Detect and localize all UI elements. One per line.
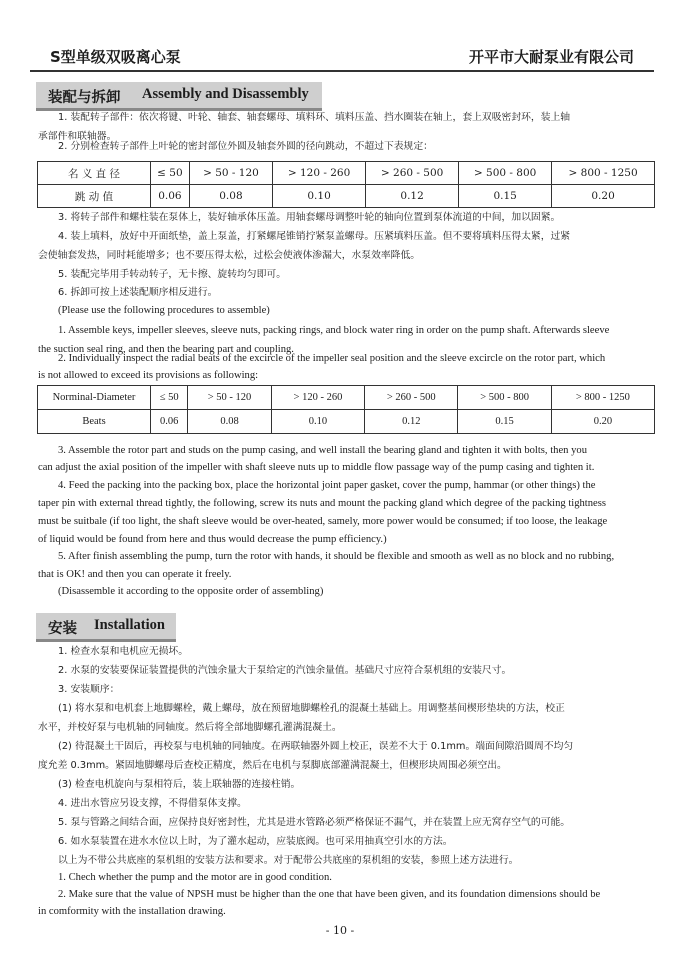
assembly-cn-line: 1. 装配转子部件：依次将键、叶轮、轴套、轴套螺母、填料环、填料压盖、挡水圈装在轴上，套上双吸密封环，装上轴 [58, 112, 571, 123]
assembly-en-line: taper pin with external thread tightly, the following, screw its nuts and mount the packing gland which degree of the packing tightness [38, 498, 606, 509]
table-cell: 0.20 [552, 185, 655, 208]
table-cell: > 120 - 260 [273, 162, 366, 185]
table-cell: ≤ 50 [151, 386, 188, 410]
table-cell: ≤ 50 [151, 162, 190, 185]
page-number: - 10 - [325, 924, 355, 937]
assembly-en-line: of liquid would be found from here and thus would decrease the pump efficiency.) [38, 534, 387, 545]
installation-heading-cn: 安装 [48, 621, 77, 637]
installation-heading-en: Installation [94, 617, 165, 633]
installation-cn-line: (1) 将水泵和电机套上地脚螺栓，戴上螺母，放在预留地脚螺栓孔的混凝土基础上。用调整基间楔形垫块的方法，校正 [58, 703, 565, 714]
table-row [38, 185, 655, 208]
table-cell: > 120 - 260 [271, 386, 364, 410]
assembly-en-line: 2. Individually inspect the radial beats of the excircle of the impeller seal position and the sleeve excircle on the rotor part, which [58, 353, 606, 364]
installation-en-line: in comformity with the installation drawing. [38, 906, 226, 917]
assembly-section-heading [36, 82, 322, 111]
installation-cn-line: 水平，并校好泵与电机轴的同轴度。然后将全部地脚螺孔灌满混凝土。 [38, 722, 342, 733]
runout-table-cn [37, 161, 655, 208]
table-cell: 名 义 直 径 [38, 162, 151, 185]
assembly-en-line: the suction seal ring, and then the bearing part and coupling. [38, 344, 294, 355]
table-row [38, 386, 655, 410]
installation-cn-line: (3) 检查电机旋向与泵相符后，装上联轴器的连接柱销。 [58, 779, 301, 790]
table-cell: 0.12 [366, 185, 459, 208]
assembly-cn-line: 承部件和联轴器。 [38, 131, 117, 142]
table-cell: 0.15 [458, 410, 551, 434]
table-cell: 0.08 [189, 185, 272, 208]
table-row [38, 162, 655, 185]
assembly-en-line: that is OK! and then you can operate it freely. [38, 569, 232, 580]
table-cell: > 260 - 500 [366, 162, 459, 185]
runout-table-en [37, 385, 655, 434]
table-cell: Beats [38, 410, 151, 434]
assembly-en-line: (Please use the following procedures to assemble) [58, 305, 270, 316]
installation-section-heading [36, 613, 176, 642]
installation-cn-line: 3. 安装顺序： [58, 684, 120, 695]
table-cell: > 800 - 1250 [552, 162, 655, 185]
assembly-en-line: can adjust the axial position of the impeller with shaft sleeve nuts up to middle flow passage way of the pump casing and tighten it. [38, 462, 595, 473]
assembly-en-line: is not allowed to exceed its provisions as following: [38, 370, 259, 381]
assembly-cn-line: 会使轴套发热，同时耗能增多；也不要压得太松，过松会使液体渗漏大，水泵效率降低。 [38, 250, 421, 261]
installation-cn-line: 4. 进出水管应另设支撑，不得借泵体支撑。 [58, 798, 247, 809]
table-cell: > 500 - 800 [458, 386, 551, 410]
table-cell: 0.15 [459, 185, 552, 208]
assembly-en-line: (Disassemble it according to the opposite order of assembling) [58, 586, 324, 597]
table-cell: 0.06 [151, 410, 188, 434]
installation-cn-line: 1. 检查水泵和电机应无损坏。 [58, 646, 189, 657]
table-cell: 跳 动 值 [38, 185, 151, 208]
table-cell: 0.06 [151, 185, 190, 208]
assembly-cn-line: 6. 拆卸可按上述装配顺序相反进行。 [58, 287, 218, 298]
assembly-cn-line: 5. 装配完毕用手转动转子，无卡擦、旋转均匀即可。 [58, 269, 286, 280]
installation-cn-line: 6. 如水泵装置在进水水位以上时，为了灌水起动，应装底阀。也可采用抽真空引水的方法。 [58, 836, 453, 847]
installation-en-line: 2. Make sure that the value of NPSH must be higher than the one that have been given, and its foundation dimensions should be [58, 889, 601, 900]
assembly-en-line: 4. Feed the packing into the packing box, place the horizontal joint paper gasket, cover the pump, hammar (or other things) the [58, 480, 596, 491]
assembly-heading-cn: 装配与拆卸 [48, 90, 121, 106]
installation-cn-line: (2) 待混凝土干固后，再校泵与电机轴的同轴度。在两联轴器外圆上校正，误差不大于 0.1mm。端面间隙沿圆周不均匀 [58, 741, 574, 752]
table-cell: > 800 - 1250 [551, 386, 654, 410]
table-row [38, 410, 655, 434]
assembly-en-line: must be suitbale (if too light, the shaft sleeve would be over-heated, samely, more power would be consumed; if too loose, the leakage [38, 516, 608, 527]
header-company-name: 开平市大耐泵业有限公司 [468, 48, 634, 66]
assembly-cn-line: 2. 分别检查转子部件上叶轮的密封部位外圆及轴套外圆的径向跳动，不超过下表规定： [58, 141, 433, 152]
assembly-cn-line: 3. 将转子部件和螺柱装在泵体上，装好轴承体压盖。用轴套螺母调整叶轮的轴向位置到泵体流道的中间，加以固紧。 [58, 212, 561, 223]
table-cell: 0.12 [365, 410, 458, 434]
table-cell: 0.10 [271, 410, 364, 434]
assembly-heading-en: Assembly and Disassembly [142, 86, 309, 102]
page-header [30, 30, 654, 72]
table-cell: 0.20 [551, 410, 654, 434]
assembly-en-line: 3. Assemble the rotor part and studs on the pump casing, and well install the bearing gland and tighten it with bolts, then you [58, 445, 588, 456]
assembly-en-line: 5. After finish assembling the pump, turn the rotor with hands, it should be flexible and smooth as well as no block and no rubbing, [58, 551, 615, 562]
table-cell: Norminal-Diameter [38, 386, 151, 410]
installation-cn-line: 5. 泵与管路之间结合面，应保持良好密封性，尤其是进水管路必须严格保证不漏气，并在装置上应无窝存空气的可能。 [58, 817, 571, 828]
table-cell: > 260 - 500 [365, 386, 458, 410]
table-cell: 0.10 [273, 185, 366, 208]
table-cell: > 50 - 120 [189, 162, 272, 185]
table-cell: > 500 - 800 [459, 162, 552, 185]
installation-en-line: 1. Chech whether the pump and the motor are in good condition. [58, 872, 332, 883]
table-cell: 0.08 [188, 410, 272, 434]
installation-cn-line: 2. 水泵的安装要保证装置提供的汽蚀余量大于泵给定的汽蚀余量值。基础尺寸应符合泵机组的安装尺寸。 [58, 665, 512, 676]
table-cell: > 50 - 120 [188, 386, 272, 410]
header-product-title: S型单级双吸离心泵 [50, 48, 181, 66]
assembly-cn-line: 4. 装上填料，放好中开面纸垫，盖上泵盖，打紧螺尾锥销拧紧泵盖螺母。压紧填料压盖。但不要将填料压得太紧，过紧 [58, 231, 571, 242]
assembly-en-line: 1. Assemble keys, impeller sleeves, sleeve nuts, packing rings, and block water ring in order on the pump shaft. Afterwards sleeve [58, 325, 610, 336]
installation-cn-line: 度允差 0.3mm。紧固地脚螺母后查校正精度，然后在电机与泵脚底部灌满混凝土，但楔形块周围必须空出。 [38, 760, 507, 771]
installation-cn-line: 以上为不带公共底座的泵机组的安装方法和要求。对于配带公共底座的泵机组的安装，参照上述方法进行。 [58, 855, 519, 866]
